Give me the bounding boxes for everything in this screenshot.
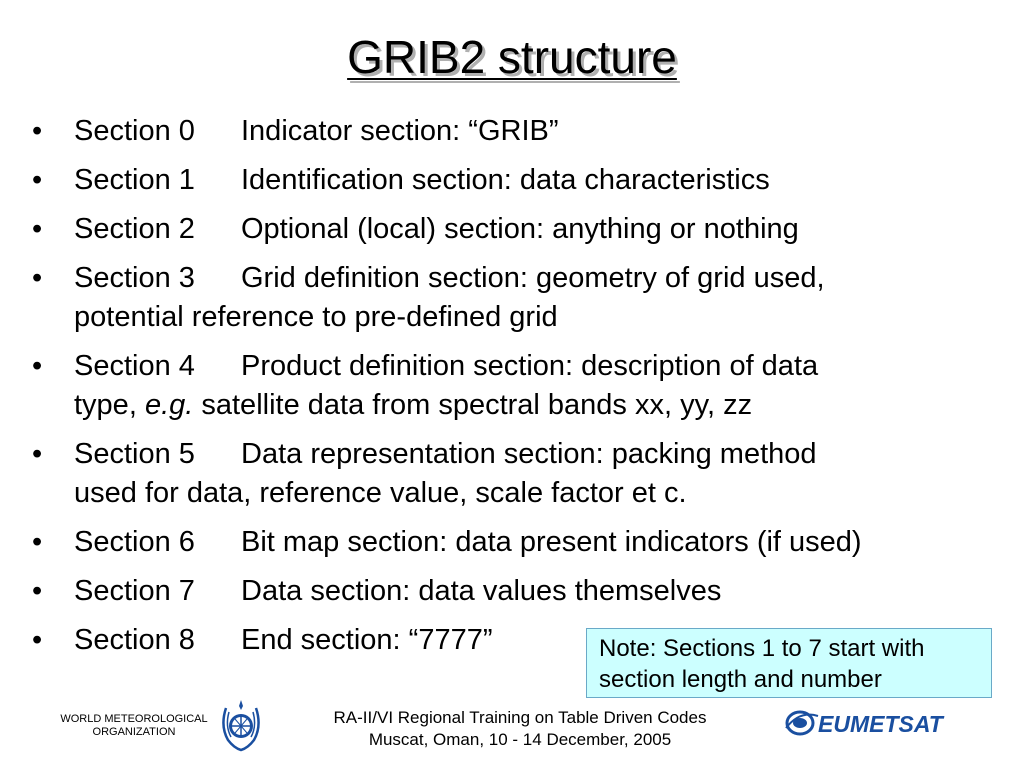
section-description-continued: type, — [74, 389, 137, 421]
bullet-icon: • — [32, 526, 43, 558]
section-description: Identification section: data characteristics — [241, 164, 770, 196]
list-item — [30, 523, 990, 562]
section-description: Data representation section: packing method — [241, 438, 817, 470]
list-item — [30, 161, 990, 200]
bullet-icon: • — [32, 164, 43, 196]
section-description: End section: “7777” — [241, 624, 493, 656]
list-item — [30, 259, 990, 337]
note-box — [586, 628, 992, 698]
section-number: Section 7 — [74, 575, 195, 607]
section-description: Grid definition section: geometry of grid used, — [241, 262, 825, 294]
bullet-icon: • — [32, 575, 43, 607]
section-list — [30, 112, 990, 670]
note-line: Note: Sections 1 to 7 start with — [599, 635, 925, 662]
wmo-logo-icon — [218, 698, 264, 752]
section-number: Section 3 — [74, 262, 195, 294]
section-number: Section 0 — [74, 115, 195, 147]
list-item — [30, 347, 990, 425]
bullet-icon: • — [32, 115, 43, 147]
slide-title: GRIB2 structure — [347, 31, 677, 83]
section-description-continued: used for data, reference value, scale factor et c. — [74, 477, 687, 509]
section-description-continued-tail: satellite data from spectral bands xx, yy, zz — [201, 389, 753, 421]
section-number: Section 1 — [74, 164, 195, 196]
section-number: Section 2 — [74, 213, 195, 245]
eumetsat-logo-icon — [784, 706, 950, 740]
section-number: Section 5 — [74, 438, 195, 470]
event-location-date: Muscat, Oman, 10 - 14 December, 2005 — [368, 730, 672, 749]
wmo-name-line: WORLD METEOROLOGICAL — [60, 713, 208, 725]
list-item — [30, 572, 990, 611]
section-description: Bit map section: data present indicators (if used) — [241, 526, 862, 558]
note-line: section length and number — [599, 666, 882, 693]
section-description: Indicator section: “GRIB” — [241, 115, 559, 147]
bullet-icon: • — [32, 213, 43, 245]
bullet-icon: • — [32, 262, 43, 294]
list-item — [30, 210, 990, 249]
section-description: Product definition section: description of data — [241, 350, 819, 382]
section-description: Data section: data values themselves — [241, 575, 722, 607]
section-number: Section 6 — [74, 526, 195, 558]
section-description-continued: potential reference to pre-defined grid — [74, 301, 558, 333]
wmo-name-line: ORGANIZATION — [92, 726, 176, 738]
event-info — [280, 707, 760, 751]
bullet-icon: • — [32, 438, 43, 470]
section-number: Section 4 — [74, 350, 195, 382]
event-title: RA-II/VI Regional Training on Table Driven Codes — [333, 708, 707, 727]
section-number: Section 8 — [74, 624, 195, 656]
section-description: Optional (local) section: anything or nothing — [241, 213, 799, 245]
list-item — [30, 435, 990, 513]
list-item — [30, 112, 990, 151]
wmo-name — [44, 713, 224, 739]
bullet-icon: • — [32, 624, 43, 656]
eumetsat-logo-text: EUMETSAT — [818, 711, 943, 737]
bullet-icon: • — [32, 350, 43, 382]
eg-abbreviation: e.g. — [144, 389, 194, 421]
